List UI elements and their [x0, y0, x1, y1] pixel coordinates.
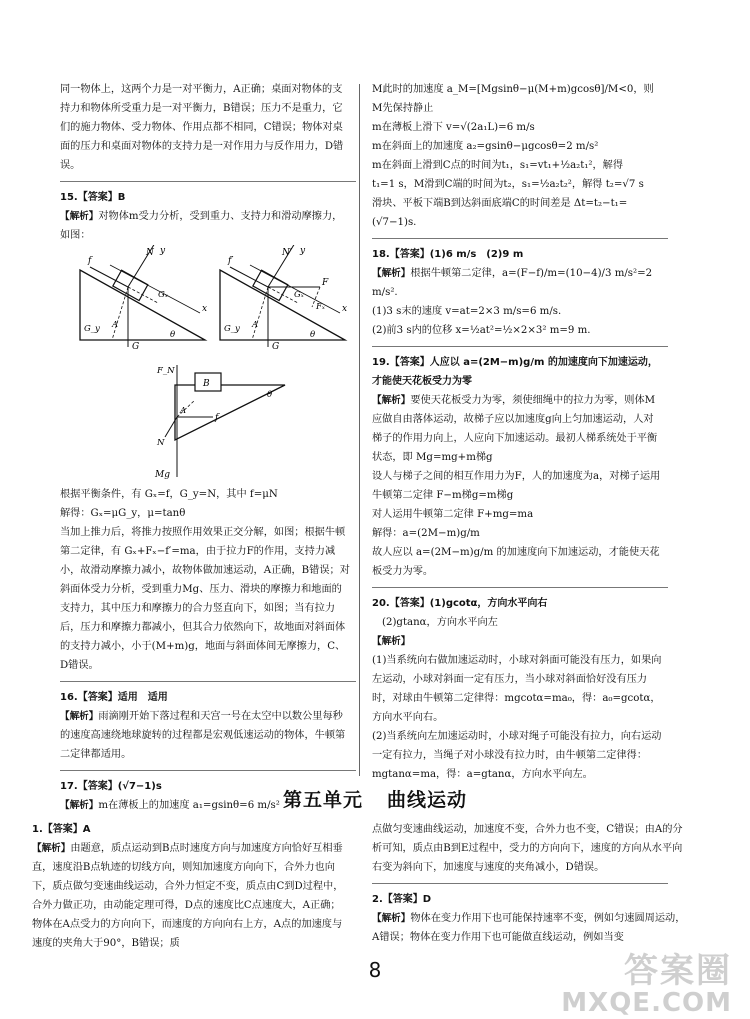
- force-diagrams-top: [60, 245, 350, 365]
- separator: [372, 346, 668, 347]
- q19-answer: [372, 353, 662, 391]
- q17-text: m在薄板上的加速度 a₁=gsinθ=6 m/s²: [98, 800, 280, 811]
- q15-block: [60, 188, 350, 207]
- intro-paragraph: 同一物体上，这两个力是一对平衡力，A正确；桌面对物体的支持力和物体所受重力是一对平衡力，B错误；压力不是重力，它们的施力物体、受力物体、作用点都不相同，C错误；物体对桌面的压力和桌面对物体的支持力是一对作用力与反作用力，D错误。: [60, 84, 344, 171]
- q19-analysis: [372, 391, 662, 467]
- force-diagram-1: [80, 245, 207, 352]
- q15-analysis: [60, 207, 350, 245]
- unit-title: [0, 785, 750, 812]
- separator: [60, 770, 356, 771]
- label-N: N: [157, 438, 165, 448]
- unit-number: 第五单元: [282, 789, 363, 811]
- label-G: G: [132, 342, 140, 352]
- label-y: y: [160, 246, 166, 256]
- q19-answer-text: 19.【答案】人应以 a=(2M−m)g/m 的加速度向下加速运动，才能使天花板受力为零: [372, 357, 658, 387]
- q18-text-3: (2)前3 s内的位移 x=½at²=½×2×3² m=9 m.: [372, 325, 591, 336]
- bottom-right-column: [372, 820, 688, 947]
- q1-answer-text: 1.【答案】A: [32, 824, 91, 835]
- label-f-prime: f′: [228, 256, 234, 266]
- separator: [60, 681, 356, 682]
- label-Gy: G_y: [224, 324, 240, 334]
- q17-answer-text: 17.【答案】(√7−1)s: [60, 781, 162, 792]
- force-diagram-3: [60, 365, 350, 485]
- label-N: N: [146, 248, 154, 258]
- separator: [60, 181, 356, 182]
- left-column: [60, 80, 350, 815]
- column-divider: [359, 84, 360, 776]
- watermark: [561, 953, 732, 1017]
- analysis-tag: 【解析】: [60, 800, 99, 811]
- q2-answer-text: 2.【答案】D: [372, 894, 432, 905]
- bottom-left-column: [32, 820, 350, 953]
- label-theta: θ: [267, 390, 273, 400]
- label-G: G: [272, 342, 280, 352]
- page-number: 8: [368, 958, 382, 982]
- q18-answer: [372, 245, 662, 264]
- label-x: x: [342, 304, 348, 314]
- label-theta: θ: [170, 330, 176, 340]
- q18-text-2: (1)3 s末的速度 v=at=2×3 m/s=6 m/s.: [372, 306, 562, 317]
- right-column: [372, 80, 662, 784]
- q20-answer: [372, 594, 662, 613]
- label-Fx: Fₓ: [316, 302, 325, 312]
- q16-answer-text: 16.【答案】适用 适用: [60, 692, 168, 703]
- label-N-prime: N′: [282, 248, 292, 258]
- label-A: A: [112, 320, 119, 330]
- q16-text: 雨滴刚开始下落过程和天宫一号在太空中以数公里每秒的速度高速绕地球旋转的过程都是宏观低速运动的物体，牛顿第二定律都适用。: [60, 711, 346, 760]
- label-f: f: [215, 413, 219, 423]
- q18-answer-text: 18.【答案】(1)6 m/s (2)9 m: [372, 249, 524, 260]
- label-A: A: [252, 320, 259, 330]
- q15-answer: 15.【答案】B: [60, 192, 126, 203]
- analysis-tag: 【解析】: [372, 913, 411, 924]
- unit-name: 曲线运动: [387, 789, 468, 811]
- q19-text-3: 对人运用牛顿第二定律 F+mg=ma: [372, 509, 534, 520]
- force-diagram-2: [220, 245, 347, 352]
- q16-analysis: [60, 707, 350, 764]
- analysis-tag: 【解析】: [372, 395, 411, 406]
- q2-answer: [372, 890, 688, 909]
- q16-answer: [60, 688, 350, 707]
- q1-text: 由题意，质点运动到B点时速度方向与加速度方向恰好互相垂直，速度沿B点轨迹的切线方向，则知加速度方向向下，合外力也向下，质点做匀变速曲线运动，合外力恒定不变，质点由C到D过程中，合外力做正功，由动能定理可得，D点的速度比C点速度大，A正确；物体在A点受力的方向向下，而速度的方向向右上方，A点的加速度与速度的夹角大于90°，B错误；质: [32, 843, 344, 949]
- separator: [372, 238, 668, 239]
- label-Mg: Mg: [155, 470, 170, 480]
- q17-cont-5: t₁=1 s，M滑到C端的时间为t₂，s₁=½a₂t₂²，解得 t₂=√7 s: [372, 179, 644, 190]
- label-Gx: Gₓ: [294, 290, 304, 300]
- label-Gy: G_y: [84, 324, 100, 334]
- label-x: x: [202, 304, 208, 314]
- q1-answer: [32, 820, 350, 839]
- label-y: y: [300, 246, 306, 256]
- analysis-tag: 【解析】: [372, 268, 411, 279]
- q2-analysis: [372, 909, 688, 947]
- label-B: B: [203, 379, 210, 389]
- watermark-logo: 答案圈: [624, 951, 732, 991]
- q19-text: 要使天花板受力为零，须使细绳中的拉力为零，则体M应做自由落体运动，故梯子应以加速度g向上匀加速运动，人对梯子的作用力向上，人应向下加速运动。最初人梯系统处于平衡状态，即 Mg=mg+m梯g: [372, 395, 658, 463]
- q20-text-1: (1)当系统向右做加速运动时，小球对斜面可能没有压力，如果向左运动，小球对斜面一定有压力，当小球对斜面恰好没有压力时，对球由牛顿第二定律得：mgcotα=ma₀，得：a₀=gcotα，方向水平向右。: [372, 655, 662, 723]
- q19-text-2: 设人与梯子之间的相互作用力为F，人的加速度为a，对梯子运用牛顿第二定律 F−m梯g=m梯g: [372, 471, 661, 501]
- q19-text-5: 故人应以 a=(2M−m)g/m 的加速度向下加速运动，才能使天花板受力为零。: [372, 547, 660, 577]
- label-Gx: Gₓ: [158, 290, 168, 300]
- watermark-url: MXQE.COM: [561, 988, 732, 1018]
- q18-analysis: [372, 264, 662, 302]
- separator: [372, 883, 668, 884]
- q15-p3: 当加上推力后，将推力按照作用效果正交分解，如图；根据牛顿第二定律，有 Gₓ+Fₓ−f′=ma，由于拉力F的作用，支持力减小，故滑动摩擦力减小，故物体做加速运动，A正确，B错误；对斜面体受力分析，受到重力Mg、压力、滑块的摩擦力和地面的支持力，其中压力和摩擦力的合力竖直向下，如图；当有拉力后，压力和摩擦力都减小，但其合力依然向下，故地面对斜面体的支持力减小，小于(M+m)g，地面与斜面体间无摩擦力，C、D错误。: [60, 527, 350, 671]
- q20-analysis: [372, 632, 662, 651]
- analysis-tag: 【解析】: [32, 843, 71, 854]
- q20-text-2: (2)当系统向左加速运动时，小球对绳子可能没有拉力，向右运动一定有拉力，当绳子对小球没有拉力时，由牛顿第二定律得：mgtanα=ma，得：a=gtanα，方向水平向左。: [372, 731, 662, 780]
- q1-analysis: [32, 839, 350, 953]
- analysis-tag: 【解析】: [60, 711, 99, 722]
- analysis-tag: 【解析】: [372, 636, 411, 647]
- label-A: A: [180, 406, 187, 416]
- q15-p2: 解得：Gₓ=μG_y，μ=tanθ: [60, 508, 186, 519]
- q17-cont-6: 滑块、平板下端B到达斜面底端C的时间差是 Δt=t₂−t₁=(√7−1)s.: [372, 198, 628, 228]
- label-theta: θ: [310, 330, 316, 340]
- separator: [372, 587, 668, 588]
- q20-answer-text: 20.【答案】(1)gcotα，方向水平向右: [372, 598, 548, 609]
- q17-cont-1: M此时的加速度 a_M=[Mgsinθ−μ(M+m)gcosθ]/M<0，则M先保持静止: [372, 84, 654, 114]
- analysis-tag: 【解析】: [60, 211, 99, 222]
- label-F: F: [322, 278, 329, 288]
- label-f: f: [88, 256, 92, 266]
- q1-cont: 点做匀变速曲线运动，加速度不变，合外力也不变，C错误；由A的分析可知，质点由B到E过程中，受力的方向向下，速度的方向从水平向右变为斜向下，加速度与速度的夹角减小，D错误。: [372, 824, 683, 873]
- q2-text: 物体在变力作用下也可能保持速率不变，例如匀速圆周运动，A错误；物体在变力作用下也可能做直线运动，例如当变: [372, 913, 686, 943]
- q20-answer-2: (2)gtanα，方向水平向左: [382, 617, 498, 628]
- label-FN: F_N: [157, 366, 175, 376]
- q18-text-1: 根据牛顿第二定律，a=(F−f)/m=(10−4)/3 m/s²=2 m/s².: [372, 268, 653, 298]
- q17-cont-2: m在薄板上滑下 v=√(2a₁L)=6 m/s: [372, 122, 535, 133]
- q19-text-4: 解得：a=(2M−m)g/m: [372, 528, 480, 539]
- q15-text: 对物体m受力分析，受到重力、支持力和滑动摩擦力，如图：: [60, 211, 343, 241]
- q17-cont-3: m在斜面上的加速度 a₂=gsinθ−μgcosθ=2 m/s²: [372, 141, 599, 152]
- q15-p1: 根据平衡条件，有 Gₓ=f，G_y=N，其中 f=μN: [60, 489, 278, 500]
- q17-cont-4: m在斜面上滑到C点的时间为t₁，s₁=vt₁+½a₂t₁²，解得: [372, 160, 624, 171]
